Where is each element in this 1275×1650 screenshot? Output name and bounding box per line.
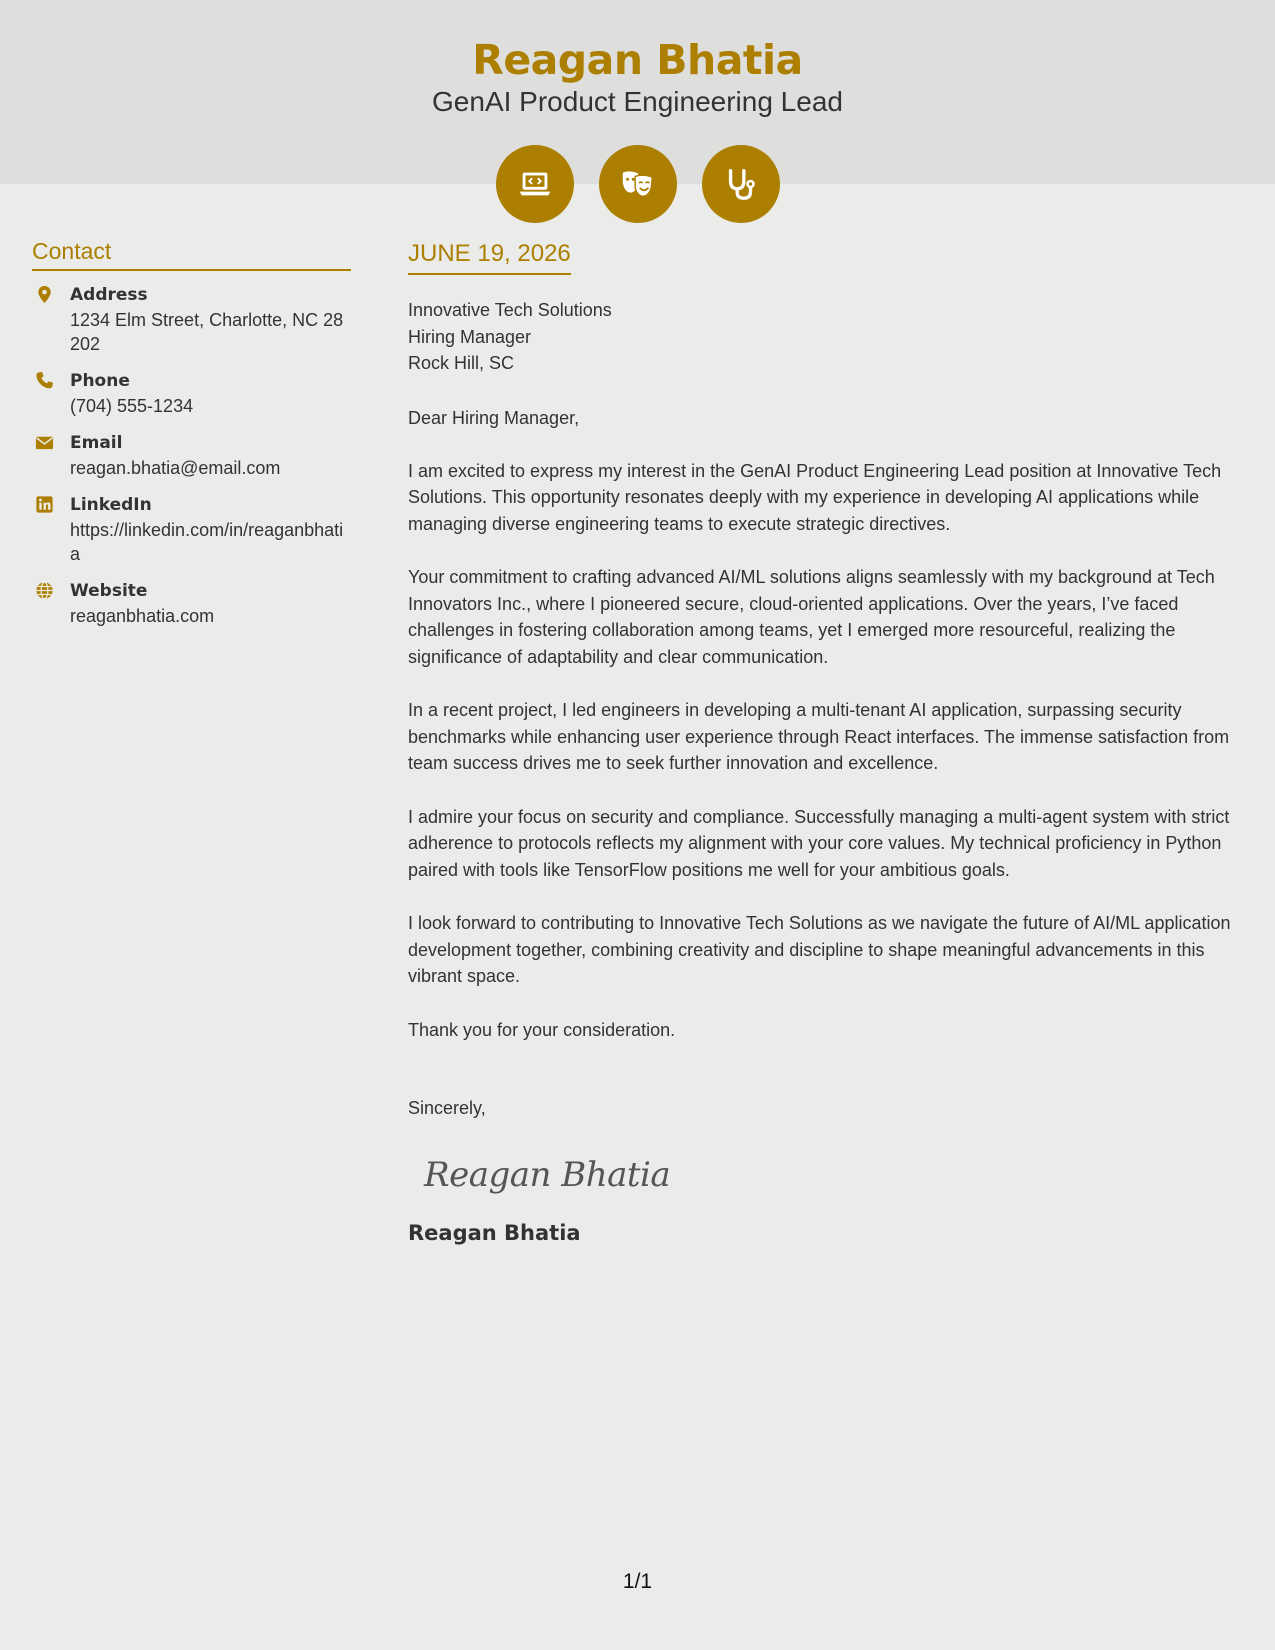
contact-label: Website bbox=[70, 581, 148, 601]
contact-address bbox=[32, 283, 351, 356]
contact-sidebar bbox=[32, 238, 351, 641]
paragraph: I admire your focus on security and compliance. Successfully managing a multi-agent system with strict adherence to protocols reflects my alignment with your core values. My technical proficiency in Python paired with tools like TensorFlow positions me well for your ambitious goals. bbox=[408, 806, 1230, 880]
contact-value[interactable]: reagan.bhatia@email.com bbox=[70, 458, 281, 478]
signature: Reagan Bhatia bbox=[424, 1155, 671, 1195]
map-pin-icon bbox=[35, 285, 54, 304]
contact-phone bbox=[32, 369, 351, 418]
globe-icon bbox=[35, 581, 54, 600]
contact-label: Phone bbox=[70, 371, 130, 391]
letter-date: JUNE 19, 2026 bbox=[408, 240, 571, 275]
contact-email bbox=[32, 431, 351, 480]
contact-value: 1234 Elm Street, Charlotte, NC 28202 bbox=[70, 310, 344, 354]
recipient-title: Hiring Manager bbox=[408, 326, 532, 347]
contact-linkedin bbox=[32, 493, 351, 566]
paragraph: Your commitment to crafting advanced AI/ML solutions aligns seamlessly with my background at Tech Innovators Inc., where I pioneered secure, cloud-oriented applications. Over the years, I’ve faced challenges in fostering collaboration among teams, yet I emerged more resourceful, realizing the significance of adaptability and clear communication. bbox=[408, 567, 1215, 667]
paragraph: Thank you for your consideration. bbox=[408, 1019, 676, 1040]
applicant-role: GenAI Product Engineering Lead bbox=[432, 86, 843, 117]
recipient-location: Rock Hill, SC bbox=[408, 353, 515, 373]
paragraph: In a recent project, I led engineers in developing a multi-tenant AI application, surpassing security benchmarks while enhancing user experience through React interfaces. The immense satisfaction from team success drives me to seek further innovation and excellence. bbox=[408, 700, 1230, 773]
linkedin-icon bbox=[35, 495, 54, 514]
paragraph: I am excited to express my interest in the GenAI Product Engineering Lead position at Innovative Tech Solutions. This opportunity resonates deeply with my experience in developing AI applications while managing diverse engineering teams to execute strategic directives. bbox=[408, 460, 1222, 534]
theater-masks-icon bbox=[599, 145, 677, 223]
interest-icons bbox=[0, 145, 1275, 223]
contact-value: (704) 555-1234 bbox=[70, 396, 194, 416]
recipient-block bbox=[408, 297, 1253, 377]
contact-heading: Contact bbox=[32, 238, 351, 271]
signer-name: Reagan Bhatia bbox=[408, 1221, 581, 1245]
contact-value[interactable]: reaganbhatia.com bbox=[70, 606, 215, 626]
contact-website bbox=[32, 579, 351, 628]
phone-icon bbox=[35, 371, 54, 390]
contact-label: Email bbox=[70, 433, 123, 453]
laptop-code-icon bbox=[496, 145, 574, 223]
closing: Sincerely, bbox=[408, 1098, 486, 1118]
contact-label: Address bbox=[70, 285, 148, 305]
salutation: Dear Hiring Manager, bbox=[408, 407, 580, 428]
contact-value[interactable]: https://linkedin.com/in/reaganbhatia bbox=[70, 520, 344, 564]
letter-body bbox=[408, 240, 1253, 1245]
stethoscope-icon bbox=[702, 145, 780, 223]
recipient-company: Innovative Tech Solutions bbox=[408, 300, 612, 320]
applicant-name: Reagan Bhatia bbox=[472, 36, 803, 84]
paragraph: I look forward to contributing to Innovative Tech Solutions as we navigate the future of AI/ML application development together, combining creativity and discipline to shape meaningful advancements in this vibrant space. bbox=[408, 913, 1231, 986]
contact-label: LinkedIn bbox=[70, 495, 152, 515]
page-number: 1/1 bbox=[622, 1570, 653, 1593]
envelope-icon bbox=[35, 433, 54, 452]
